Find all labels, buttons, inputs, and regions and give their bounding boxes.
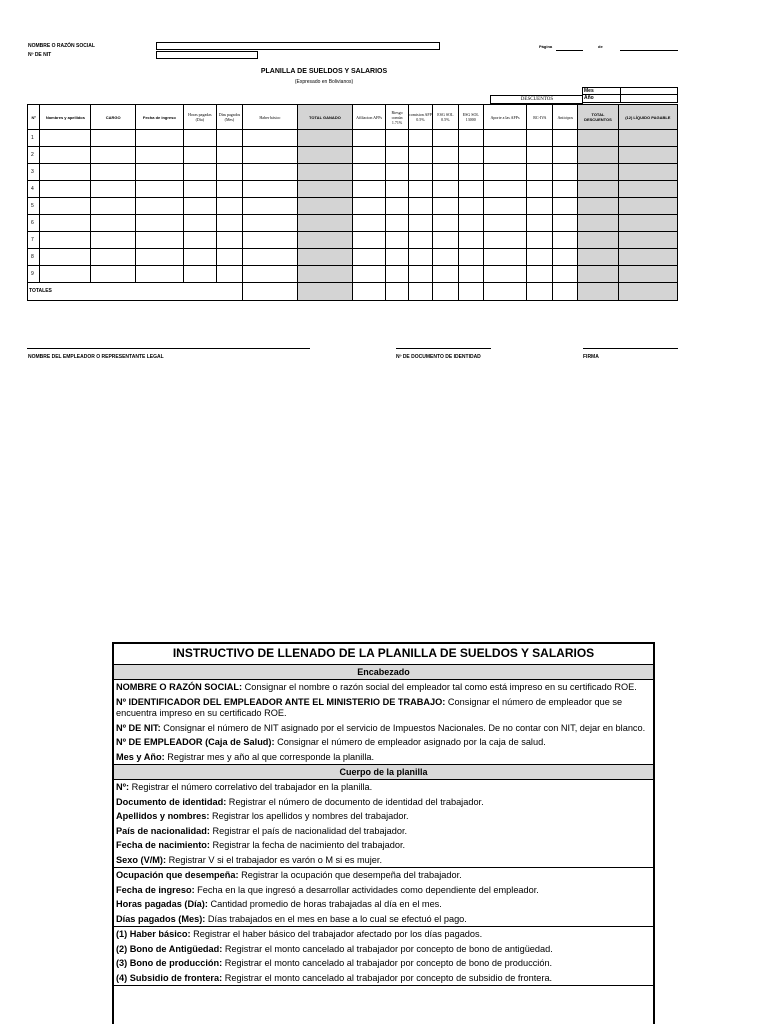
totals-cell[interactable] — [527, 283, 553, 301]
table-cell[interactable] — [91, 232, 136, 249]
row-number: 3 — [28, 164, 40, 181]
instruction-text: Registrar el número correlativo del trabajador en la planilla. — [129, 782, 373, 792]
table-cell[interactable] — [352, 181, 385, 198]
page-subtitle: (Expresado en Bolivianos) — [294, 79, 354, 85]
table-cell[interactable] — [578, 215, 618, 232]
instruction-item — [114, 897, 653, 912]
table-cell[interactable] — [40, 215, 91, 232]
instruction-text: Registrar el país de nacionalidad del trabajador. — [209, 825, 408, 836]
instruction-term: Nº DE EMPLEADOR (Caja de Salud): — [116, 737, 275, 747]
table-cell[interactable] — [297, 266, 352, 283]
documento-line[interactable] — [396, 348, 491, 349]
instruction-text: Fecha en la que ingresó a desarrollar actividades como dependiente del empleador. — [194, 884, 539, 895]
table-cell[interactable] — [483, 249, 527, 266]
instruction-text: Registrar el haber básico del trabajador afectado por los días pagados. — [190, 929, 483, 939]
table-cell[interactable] — [386, 181, 409, 198]
table-cell[interactable] — [297, 164, 352, 181]
table-cell[interactable] — [242, 181, 297, 198]
nit-label: Nº DE NIT — [28, 52, 52, 58]
table-cell[interactable] — [386, 249, 409, 266]
instruction-term: (4) Subsidio de frontera: — [116, 972, 223, 983]
col-header: comision AFP 0.5% — [409, 105, 433, 130]
row-number: 6 — [28, 215, 40, 232]
table-cell[interactable] — [553, 130, 578, 147]
col-header: Anticipos — [553, 105, 578, 130]
table-cell[interactable] — [553, 147, 578, 164]
instruction-item — [114, 809, 653, 824]
instructions-group — [114, 780, 653, 868]
col-header: (12) LÍQUIDO PAGABLE — [618, 105, 677, 130]
table-cell[interactable] — [432, 181, 458, 198]
table-cell[interactable] — [352, 249, 385, 266]
table-cell[interactable] — [297, 147, 352, 164]
table-cell[interactable] — [618, 215, 677, 232]
table-cell[interactable] — [553, 232, 578, 249]
firma-line[interactable] — [583, 348, 678, 349]
table-cell[interactable] — [135, 198, 183, 215]
table-cell[interactable] — [91, 147, 136, 164]
instruction-term: Apellidos y nombres: — [116, 811, 210, 821]
row-number: 9 — [28, 266, 40, 283]
table-row — [28, 266, 678, 283]
col-header: Haber básico — [242, 105, 297, 130]
col-header: Nombres y apellidos — [40, 105, 91, 130]
instruction-item — [114, 735, 653, 750]
table-cell[interactable] — [91, 164, 136, 181]
instructions-group — [114, 927, 653, 986]
totals-cell[interactable] — [242, 283, 297, 301]
nit-field[interactable] — [156, 51, 258, 59]
table-cell[interactable] — [183, 147, 216, 164]
table-cell[interactable] — [40, 181, 91, 198]
col-header: CARGO — [91, 105, 136, 130]
table-cell[interactable] — [527, 249, 553, 266]
table-cell[interactable] — [578, 198, 618, 215]
instruction-term: Documento de identidad: — [116, 796, 227, 807]
table-cell[interactable] — [135, 147, 183, 164]
table-cell[interactable] — [409, 198, 433, 215]
table-cell[interactable] — [386, 164, 409, 181]
table-row — [28, 198, 678, 215]
table-cell[interactable] — [432, 232, 458, 249]
table-cell[interactable] — [40, 198, 91, 215]
instruction-item — [114, 942, 653, 957]
instruction-term: Nº IDENTIFICADOR DEL EMPLEADOR ANTE EL MINISTERIO DE TRABAJO: — [116, 696, 446, 707]
totals-cell[interactable] — [458, 283, 483, 301]
table-cell[interactable] — [216, 266, 242, 283]
instruction-text: Registrar el monto cancelado al trabajador por concepto de bono de antigüedad. — [222, 943, 553, 954]
table-cell[interactable] — [242, 130, 297, 147]
instruction-text: Registrar el monto cancelado al trabajador por concepto de bono de producción. — [222, 958, 553, 968]
anio-label: Año — [582, 94, 621, 103]
documento-label: Nº DE DOCUMENTO DE IDENTIDAD — [396, 354, 481, 360]
col-header: Horas pagadas (Día) — [183, 105, 216, 130]
table-row — [28, 130, 678, 147]
instruction-text: Consignar el número de empleador que se encuentra impreso en su certificado ROE. — [116, 696, 623, 718]
col-header: ESG SOL 13000 — [458, 105, 483, 130]
row-number: 4 — [28, 181, 40, 198]
table-cell[interactable] — [183, 215, 216, 232]
table-cell[interactable] — [183, 181, 216, 198]
table-cell[interactable] — [183, 198, 216, 215]
col-header: Fecha de ingreso — [135, 105, 183, 130]
table-cell[interactable] — [91, 215, 136, 232]
instructions-section-heading: Encabezado — [114, 665, 653, 680]
instruction-term: Ocupación que desempeña: — [116, 870, 239, 880]
table-cell[interactable] — [352, 147, 385, 164]
table-cell[interactable] — [458, 232, 483, 249]
table-cell[interactable] — [216, 181, 242, 198]
table-cell[interactable] — [409, 232, 433, 249]
instruction-text: Registrar V si el trabajador es varón o M si es mujer. — [166, 854, 383, 865]
table-cell[interactable] — [242, 147, 297, 164]
table-cell[interactable] — [216, 164, 242, 181]
instruction-term: Nº: — [116, 782, 130, 792]
pagina-label: Página — [539, 44, 553, 49]
table-cell[interactable] — [527, 198, 553, 215]
table-cell[interactable] — [216, 232, 242, 249]
instruction-term: Fecha de ingreso: — [116, 884, 195, 895]
table-cell[interactable] — [483, 147, 527, 164]
table-cell[interactable] — [386, 232, 409, 249]
table-cell[interactable] — [352, 215, 385, 232]
instruction-term: País de nacionalidad: — [116, 825, 210, 836]
table-cell[interactable] — [432, 198, 458, 215]
table-cell[interactable] — [553, 164, 578, 181]
table-cell[interactable] — [578, 249, 618, 266]
table-cell[interactable] — [386, 266, 409, 283]
instruction-text: Cantidad promedio de horas trabajadas al día en el mes. — [207, 899, 442, 909]
table-cell[interactable] — [91, 249, 136, 266]
table-cell[interactable] — [135, 249, 183, 266]
totals-cell[interactable] — [386, 283, 409, 301]
instruction-item — [114, 927, 653, 942]
instruction-item — [114, 750, 653, 765]
instruction-term: Nº DE NIT: — [116, 722, 161, 733]
instruction-item — [114, 680, 653, 695]
table-cell[interactable] — [553, 266, 578, 283]
table-cell[interactable] — [135, 266, 183, 283]
table-cell[interactable] — [553, 215, 578, 232]
table-cell[interactable] — [483, 164, 527, 181]
totals-cell[interactable] — [553, 283, 578, 301]
table-cell[interactable] — [409, 130, 433, 147]
table-row — [28, 215, 678, 232]
table-cell[interactable] — [409, 164, 433, 181]
table-cell[interactable] — [458, 198, 483, 215]
instruction-term: (1) Haber básico: — [116, 929, 191, 939]
instruction-text: Consignar el número de NIT asignado por el servicio de Impuestos Nacionales. De no contar con NIT, dejar en blanco. — [160, 722, 646, 733]
payroll-table — [27, 104, 678, 301]
instruction-item — [114, 695, 653, 721]
table-cell[interactable] — [242, 249, 297, 266]
table-cell[interactable] — [386, 147, 409, 164]
col-header: Días pagados (Mes) — [216, 105, 242, 130]
table-cell[interactable] — [578, 181, 618, 198]
table-cell[interactable] — [578, 130, 618, 147]
instruction-term: (2) Bono de Antigüedad: — [116, 943, 223, 954]
col-header: RC-IVA — [527, 105, 553, 130]
instruction-text: Registrar el número de documento de identidad del trabajador. — [226, 796, 484, 807]
table-cell[interactable] — [183, 249, 216, 266]
totals-cell[interactable] — [297, 283, 352, 301]
table-cell[interactable] — [458, 266, 483, 283]
table-cell[interactable] — [40, 232, 91, 249]
table-cell[interactable] — [135, 130, 183, 147]
firma-label: FIRMA — [583, 354, 599, 360]
table-cell[interactable] — [135, 164, 183, 181]
razon-social-field[interactable] — [156, 42, 440, 50]
instruction-item — [114, 795, 653, 810]
instruction-term: Mes y Año: — [116, 751, 165, 762]
row-number: 1 — [28, 130, 40, 147]
table-cell[interactable] — [409, 249, 433, 266]
totals-cell[interactable] — [483, 283, 527, 301]
instruction-item — [114, 780, 653, 795]
table-row — [28, 232, 678, 249]
table-row — [28, 181, 678, 198]
table-cell[interactable] — [483, 215, 527, 232]
table-cell[interactable] — [553, 181, 578, 198]
totals-cell[interactable] — [409, 283, 433, 301]
table-cell[interactable] — [527, 130, 553, 147]
instruction-text: Consignar el número de empleador asignado por la caja de salud. — [274, 737, 546, 747]
table-cell[interactable] — [618, 232, 677, 249]
col-header: Afiliacion AFPs — [352, 105, 385, 130]
instruction-term: Días pagados (Mes): — [116, 913, 206, 924]
table-cell[interactable] — [242, 266, 297, 283]
row-number: 8 — [28, 249, 40, 266]
instructions-group — [114, 680, 653, 765]
instruction-item — [114, 838, 653, 853]
table-cell[interactable] — [618, 266, 677, 283]
totals-cell[interactable] — [352, 283, 385, 301]
table-cell[interactable] — [432, 215, 458, 232]
col-header: TOTAL GANADO — [297, 105, 352, 130]
instruction-item — [114, 956, 653, 971]
table-cell[interactable] — [216, 198, 242, 215]
table-cell[interactable] — [409, 215, 433, 232]
instructions-section-heading: Cuerpo de la planilla — [114, 765, 653, 780]
table-cell[interactable] — [40, 130, 91, 147]
table-cell[interactable] — [352, 164, 385, 181]
table-cell[interactable] — [527, 266, 553, 283]
anio-field[interactable] — [620, 94, 678, 103]
table-cell[interactable] — [242, 164, 297, 181]
totals-cell[interactable] — [432, 283, 458, 301]
descuentos-header: DESCUENTOS — [490, 95, 583, 104]
table-cell[interactable] — [297, 249, 352, 266]
table-cell[interactable] — [40, 147, 91, 164]
instruction-term: Fecha de nacimiento: — [116, 840, 210, 850]
table-cell[interactable] — [409, 147, 433, 164]
row-number: 2 — [28, 147, 40, 164]
table-row — [28, 147, 678, 164]
instruction-term: NOMBRE O RAZÓN SOCIAL: — [116, 682, 243, 692]
col-header: TOTAL DESCUENTOS — [578, 105, 618, 130]
instruction-item — [114, 824, 653, 839]
table-cell[interactable] — [458, 215, 483, 232]
table-row — [28, 164, 678, 181]
table-cell[interactable] — [432, 147, 458, 164]
instruction-item — [114, 971, 653, 986]
totals-cell[interactable] — [618, 283, 677, 301]
table-cell[interactable] — [352, 130, 385, 147]
col-header: Riesgo común 1.71% — [386, 105, 409, 130]
table-cell[interactable] — [553, 198, 578, 215]
instruction-text: Registrar la fecha de nacimiento del trabajador. — [209, 840, 406, 850]
table-cell[interactable] — [297, 232, 352, 249]
table-cell[interactable] — [618, 249, 677, 266]
table-cell[interactable] — [242, 215, 297, 232]
table-cell[interactable] — [386, 130, 409, 147]
table-cell[interactable] — [183, 164, 216, 181]
table-cell[interactable] — [618, 181, 677, 198]
table-cell[interactable] — [483, 198, 527, 215]
row-number: 5 — [28, 198, 40, 215]
table-cell[interactable] — [297, 215, 352, 232]
table-cell[interactable] — [527, 164, 553, 181]
table-cell[interactable] — [409, 181, 433, 198]
table-cell[interactable] — [409, 266, 433, 283]
table-cell[interactable] — [432, 249, 458, 266]
total-paginas-field[interactable] — [620, 50, 678, 51]
table-cell[interactable] — [297, 130, 352, 147]
totals-row — [28, 283, 678, 301]
table-cell[interactable] — [458, 249, 483, 266]
table-cell[interactable] — [458, 181, 483, 198]
table-cell[interactable] — [135, 232, 183, 249]
instruction-text: Registrar la ocupación que desempeña del trabajador. — [238, 870, 462, 880]
table-cell[interactable] — [527, 215, 553, 232]
table-row — [28, 249, 678, 266]
table-cell[interactable] — [618, 198, 677, 215]
table-cell[interactable] — [242, 232, 297, 249]
de-label: de — [598, 44, 603, 49]
instructions-box — [112, 642, 655, 1024]
table-cell[interactable] — [135, 215, 183, 232]
mes-label: Mes — [582, 87, 621, 95]
table-cell[interactable] — [216, 130, 242, 147]
table-cell[interactable] — [432, 164, 458, 181]
col-header: Aporte a las AFPs — [483, 105, 527, 130]
table-cell[interactable] — [91, 198, 136, 215]
instructions-group — [114, 868, 653, 927]
col-header: ESG SOL 0.5% — [432, 105, 458, 130]
table-cell[interactable] — [91, 130, 136, 147]
table-cell[interactable] — [386, 198, 409, 215]
table-cell[interactable] — [618, 164, 677, 181]
instruction-text: Días trabajados en el mes en base a lo cual se efectuó el pago. — [205, 913, 467, 924]
page-title: PLANILLA DE SUELDOS Y SALARIOS — [260, 68, 388, 75]
table-cell[interactable] — [40, 266, 91, 283]
empleador-label: NOMBRE DEL EMPLEADOR O REPRESENTANTE LEGAL — [28, 354, 164, 360]
instruction-item — [114, 912, 653, 927]
empleador-signature-line[interactable] — [27, 348, 310, 349]
table-cell[interactable] — [40, 249, 91, 266]
instructions-title: INSTRUCTIVO DE LLENADO DE LA PLANILLA DE SUELDOS Y SALARIOS — [114, 644, 653, 665]
table-cell[interactable] — [432, 266, 458, 283]
table-cell[interactable] — [91, 181, 136, 198]
table-cell[interactable] — [183, 130, 216, 147]
table-cell[interactable] — [458, 130, 483, 147]
table-cell[interactable] — [91, 266, 136, 283]
table-cell[interactable] — [483, 181, 527, 198]
table-cell[interactable] — [483, 266, 527, 283]
table-cell[interactable] — [527, 232, 553, 249]
table-cell[interactable] — [578, 147, 618, 164]
table-header-row — [28, 105, 678, 130]
col-header: Nº — [28, 105, 40, 130]
table-cell[interactable] — [352, 198, 385, 215]
instruction-item — [114, 721, 653, 736]
table-cell[interactable] — [386, 215, 409, 232]
table-cell[interactable] — [297, 181, 352, 198]
table-cell[interactable] — [216, 249, 242, 266]
table-cell[interactable] — [527, 147, 553, 164]
table-cell[interactable] — [352, 266, 385, 283]
table-cell[interactable] — [183, 266, 216, 283]
table-cell[interactable] — [216, 215, 242, 232]
razon-social-label: NOMBRE O RAZÓN SOCIAL — [28, 43, 95, 49]
table-cell[interactable] — [216, 147, 242, 164]
instruction-text: Registrar los apellidos y nombres del trabajador. — [209, 811, 409, 821]
instruction-text: Registrar mes y año al que corresponde la planilla. — [164, 751, 375, 762]
table-cell[interactable] — [135, 181, 183, 198]
table-cell[interactable] — [352, 232, 385, 249]
table-cell[interactable] — [458, 147, 483, 164]
instruction-term: Horas pagadas (Día): — [116, 899, 208, 909]
instruction-item — [114, 883, 653, 898]
table-cell[interactable] — [242, 198, 297, 215]
table-cell[interactable] — [432, 130, 458, 147]
table-cell[interactable] — [578, 232, 618, 249]
totals-cell[interactable] — [578, 283, 618, 301]
row-number: 7 — [28, 232, 40, 249]
instruction-text: Registrar el monto cancelado al trabajador por concepto de subsidio de frontera. — [222, 972, 553, 983]
instruction-term: (3) Bono de producción: — [116, 958, 223, 968]
pagina-field[interactable] — [556, 50, 583, 51]
table-cell[interactable] — [618, 130, 677, 147]
table-cell[interactable] — [553, 249, 578, 266]
instruction-term: Sexo (V/M): — [116, 854, 167, 865]
table-cell[interactable] — [483, 232, 527, 249]
table-cell[interactable] — [527, 181, 553, 198]
table-cell[interactable] — [40, 164, 91, 181]
instruction-item — [114, 853, 653, 868]
table-cell[interactable] — [297, 198, 352, 215]
table-cell[interactable] — [458, 164, 483, 181]
instruction-item — [114, 868, 653, 883]
totals-label: TOTALES — [28, 283, 243, 301]
table-cell[interactable] — [183, 232, 216, 249]
table-cell[interactable] — [578, 164, 618, 181]
instruction-text: Consignar el nombre o razón social del empleador tal como está impreso en su certificado ROE. — [242, 682, 637, 692]
table-cell[interactable] — [578, 266, 618, 283]
table-cell[interactable] — [618, 147, 677, 164]
table-cell[interactable] — [483, 130, 527, 147]
